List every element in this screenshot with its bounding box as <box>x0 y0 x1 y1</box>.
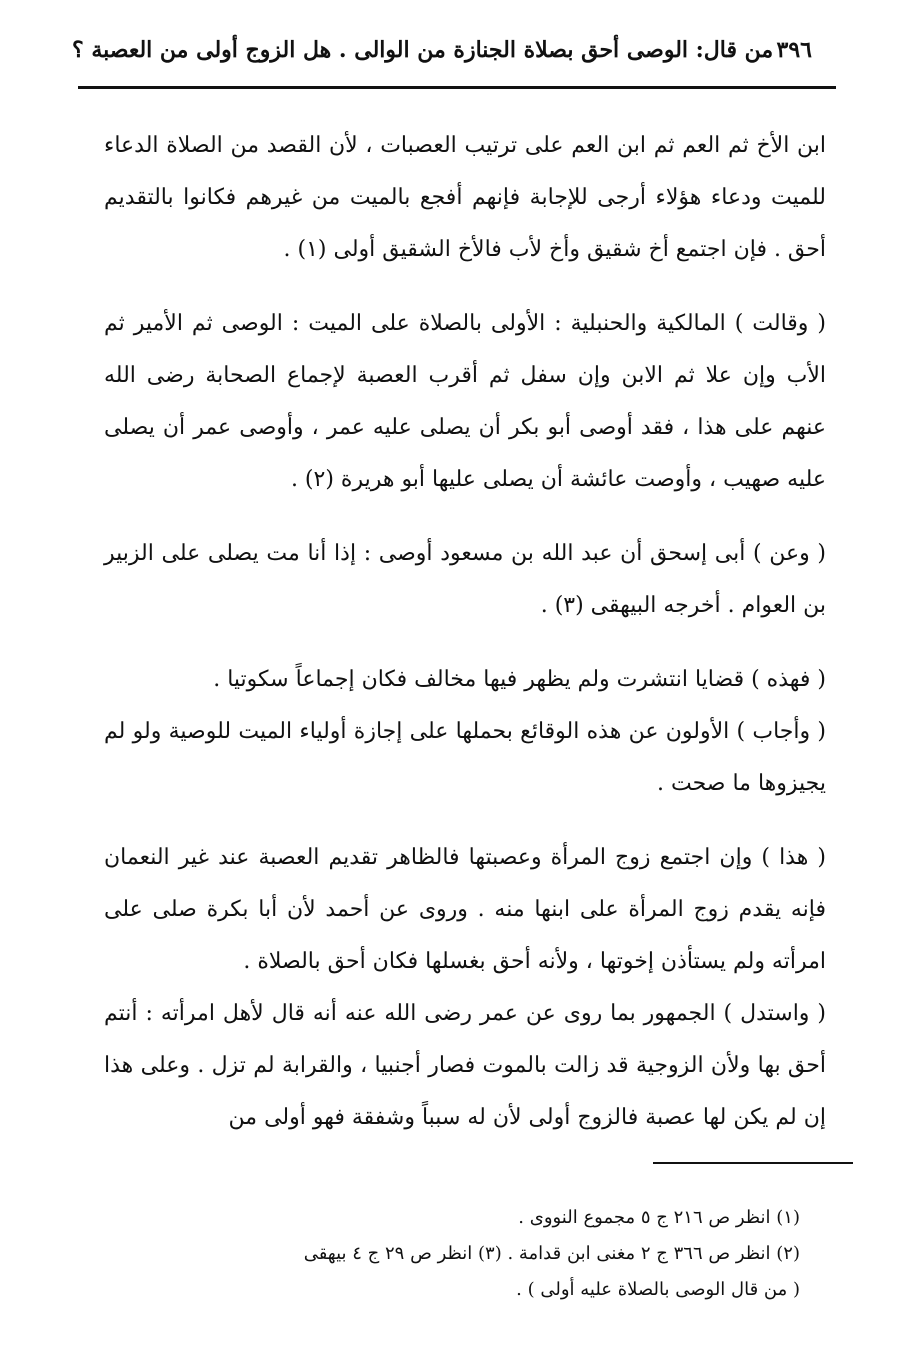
paragraph: ( فهذه ) قضايا انتشرت ولم يظهر فيها مخالف فكان إجماعاً سكوتيا . <box>213 667 826 692</box>
footnotes <box>100 1200 800 1308</box>
paragraph: ( وقالت ) المالكية والحنبلية : الأولى بالصلاة على الميت : الوصى ثم الأمير ثم الأب وإن علا ثم الابن وإن سفل ثم أقرب العصبة لإجماع الصحابة رضى الله عنهم على هذا ، فقد أوصى أبو بكر أن يصلى عليه عمر ، وأوصى عمر أن يصلى عليه صهيب ، وأوصت عائشة أن يصلى عليها أبو هريرة (٢) . <box>104 311 826 492</box>
paragraph: ( وأجاب ) الأولون عن هذه الوقائع بحملها على إجازة أولياء الميت للوصية ولو لم يجيزوها ما صحت . <box>104 719 826 796</box>
paragraph: ( وعن ) أبى إسحق أن عبد الله بن مسعود أوصى : إذا أنا مت يصلى على الزبير بن العوام . أخرجه البيهقى (٣) . <box>104 541 826 618</box>
running-header <box>72 30 812 70</box>
paragraph: ابن الأخ ثم العم ثم ابن العم على ترتيب العصبات ، لأن القصد من الصلاة الدعاء للميت ودعاء هؤلاء أرجى للإجابة فإنهم أفجع بالميت من غيرهم فكانوا بالتقديم أحق . فإن اجتمع أخ شقيق وأخ لأب فالأخ الشقيق أولى (١) . <box>104 133 826 262</box>
footnote: (١) انظر ص ٢١٦ ج ٥ مجموع النووى . <box>518 1207 800 1228</box>
page-number: ٣٩٦ <box>776 37 812 63</box>
footnote: (٢) انظر ص ٣٦٦ ج ٢ مغنى ابن قدامة . (٣) انظر ص ٢٩ ج ٤ بيهقى <box>303 1243 800 1264</box>
header-rule <box>78 86 836 89</box>
paragraph: ( واستدل ) الجمهور بما روى عن عمر رضى الله عنه أنه قال لأهل امرأته : أنتم أحق بها ولأن الزوجية قد زالت بالموت فصار أجنبيا ، والقرابة لم تزل . وعلى هذا إن لم يكن لها عصبة فالزوج أولى لأن له سبباً وشفقة فهو أولى من <box>104 1001 826 1130</box>
footnote: ( من قال الوصى بالصلاة عليه أولى ) . <box>516 1279 800 1300</box>
running-title: من قال: الوصى أحق بصلاة الجنازة من الوالى . هل الزوج أولى من العصبة ؟ <box>72 37 774 63</box>
footnote-rule <box>653 1162 853 1164</box>
main-text <box>104 120 826 1144</box>
paragraph: ( هذا ) وإن اجتمع زوج المرأة وعصبتها فالظاهر تقديم العصبة عند غير النعمان فإنه يقدم زوج المرأة على ابنها منه . وروى عن أحمد لأن أبا بكرة صلى على امرأته ولم يستأذن إخوتها ، ولأنه أحق بغسلها فكان أحق بالصلاة . <box>104 845 826 974</box>
